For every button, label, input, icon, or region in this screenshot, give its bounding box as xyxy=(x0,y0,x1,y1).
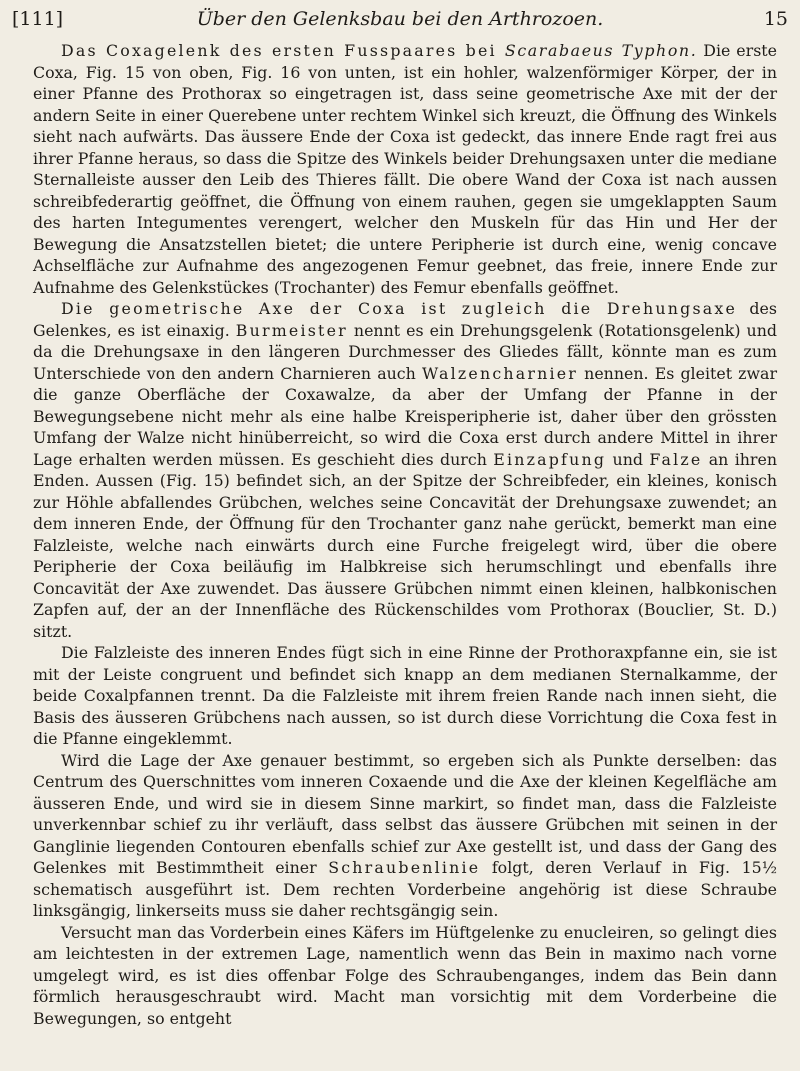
running-title: Über den Gelenksbau bei den Arthrozoen. xyxy=(196,8,604,30)
text-run: Schraubenlinie xyxy=(328,858,481,877)
text-run: des Gelenkes, es ist einaxig. xyxy=(33,299,778,340)
text-run: Einzapfung xyxy=(493,449,607,469)
paragraph-3 xyxy=(33,642,777,750)
page-bracket-number: [111] xyxy=(12,8,64,30)
body-text xyxy=(33,40,777,1029)
paragraph-2 xyxy=(33,298,777,642)
text-run: Die Falzleiste des inneren Endes fügt sich in eine Rinne der Prothoraxpfanne ein, sie ist mit der Leiste congruent und befindet sich knapp an dem medianen Sternalkamme, der beide Coxalpfannen trennt. Da die Falzleiste mit ihrem freien Rande nach innen sieht, die Basis des äusseren Grübchens nach aussen, so ist durch diese Vorrichtung die Coxa fest in die Pfanne eingeklemmt. xyxy=(33,643,777,748)
text-run: Die geometrische Axe der Coxa ist zugleich die Drehungsaxe xyxy=(61,299,738,318)
paragraph-5 xyxy=(33,922,777,1030)
text-run: Wird die Lage der Axe genauer bestimmt, so ergeben sich als Punkte derselben: das Centrum des Querschnittes vom inneren Coxaende und die Axe der kleinen Kegelfläche am äusseren Ende, und wird sie in diesem Sinne markirt, so findet man, dass die Falzleiste unverkennbar schief zu ihr verläuft, dass selbst das äussere Grübchen mit seinen in der Ganglinie liegenden Contouren ebenfalls schief zur Axe gestellt ist, und dass der Gang des Gelenkes mit Bestimmtheit einer xyxy=(33,750,777,877)
text-run: folgt, deren Verlauf in Fig. 15½ schematisch ausgeführt ist. Dem rechten Vorderbeine angehörig ist diese Schraube linksgängig, linkerseits muss sie daher rechtsgängig sein. xyxy=(33,858,777,920)
text-run: und xyxy=(606,449,650,469)
text-run: Versucht man das Vorderbein eines Käfers im Hüftgelenke zu enucleiren, so gelingt dies am leichtesten in der extremen Lage, namentlich wenn das Bein in maximo nach vorne umgelegt wird, es ist dies offenbar Folge des Schraubenganges, indem das Bein dann förmlich herausgeschraubt wird. Macht man vorsichtig mit dem Vorderbeine die Bewegungen, so entgeht xyxy=(33,922,777,1028)
page-header xyxy=(12,6,788,32)
paragraph-1 xyxy=(33,40,777,298)
paragraph-4 xyxy=(33,750,777,922)
text-run: Das Coxagelenk des ersten Fusspaares bei xyxy=(61,41,505,60)
text-run: an ihren Enden. Aussen (Fig. 15) befindet sich, an der Spitze der Schreibfeder, ein kleines, konisch zur Höhle abfallendes Grübchen, welches seine Concavität der Drehungsaxe zuwendet; an dem inneren Ende, der Öffnung für den Trochanter ganz nahe gerückt, bemerkt man eine Falzleiste, welche nach einwärts durch eine Furche freigelegt wird, über die obere Peripherie der Coxa beiläufig im Halbkreise sich herumschlingt und ebenfalls ihre Concavität der Axe zuwendet. Das äussere Grübchen nimmt einen kleinen, halbkonischen Zapfen auf, der an der Innenfläche des Rückenschildes vom Prothorax (Bouclier, St. D.) sitzt. xyxy=(33,449,777,641)
text-run: nennen. Es gleitet zwar die ganze Oberfläche der Coxawalze, da aber der Umfang der Pfanne in der Bewegungsebene nicht mehr als eine halbe Kreisperipherie ist, daher über den grössten Umfang der Walze nicht hinüberreicht, so wird die Coxa erst durch andere Mittel in ihrer Lage erhalten werden müssen. Es geschieht dies durch xyxy=(33,363,777,469)
text-run: nennt es ein Drehungsgelenk (Rotationsgelenk) und da die Drehungsaxe in den längeren Durchmesser des Gliedes fällt, könnte man es zum Unterschiede von den andern Charnieren auch xyxy=(33,320,778,383)
text-run: Die erste Coxa, Fig. 15 von oben, Fig. 16 von unten, ist ein hohler, walzenförmiger Körper, der in einer Pfanne des Prothorax so eingetragen ist, dass seine geometrische Axe mit der der andern Seite in einer Querebene unter rechtem Winkel sich kreuzt, die Öffnung des Winkels sieht nach aufwärts. Das äussere Ende der Coxa ist gedeckt, das innere Ende ragt frei aus ihrer Pfanne heraus, so dass die Spitze des Winkels beider Drehungsaxen unter die mediane Sternalleiste ausser den Leib des Thieres fällt. Die obere Wand der Coxa ist nach aussen schreibfederartig geöffnet, die Öffnung von einem rauhen, gegen sie umgeklappten Saum des harten Integumentes verengert, welcher den Muskeln für das Hin und Her der Bewegung die Ansatzstellen bietet; die untere Peripherie ist durch eine, wenig concave Achselfläche zur Aufnahme des angezogenen Femur geebnet, das freie, innere Ende zur Aufnahme des Gelenkstückes (Trochanter) des Femur ebenfalls geöffnet. xyxy=(33,41,778,297)
text-run: Scarabaeus Typhon. xyxy=(504,41,698,60)
text-run: Walzencharnier xyxy=(421,363,579,383)
text-run: Falze xyxy=(649,449,703,469)
page-number: 15 xyxy=(763,8,788,30)
text-run: Burmeister xyxy=(235,320,348,340)
